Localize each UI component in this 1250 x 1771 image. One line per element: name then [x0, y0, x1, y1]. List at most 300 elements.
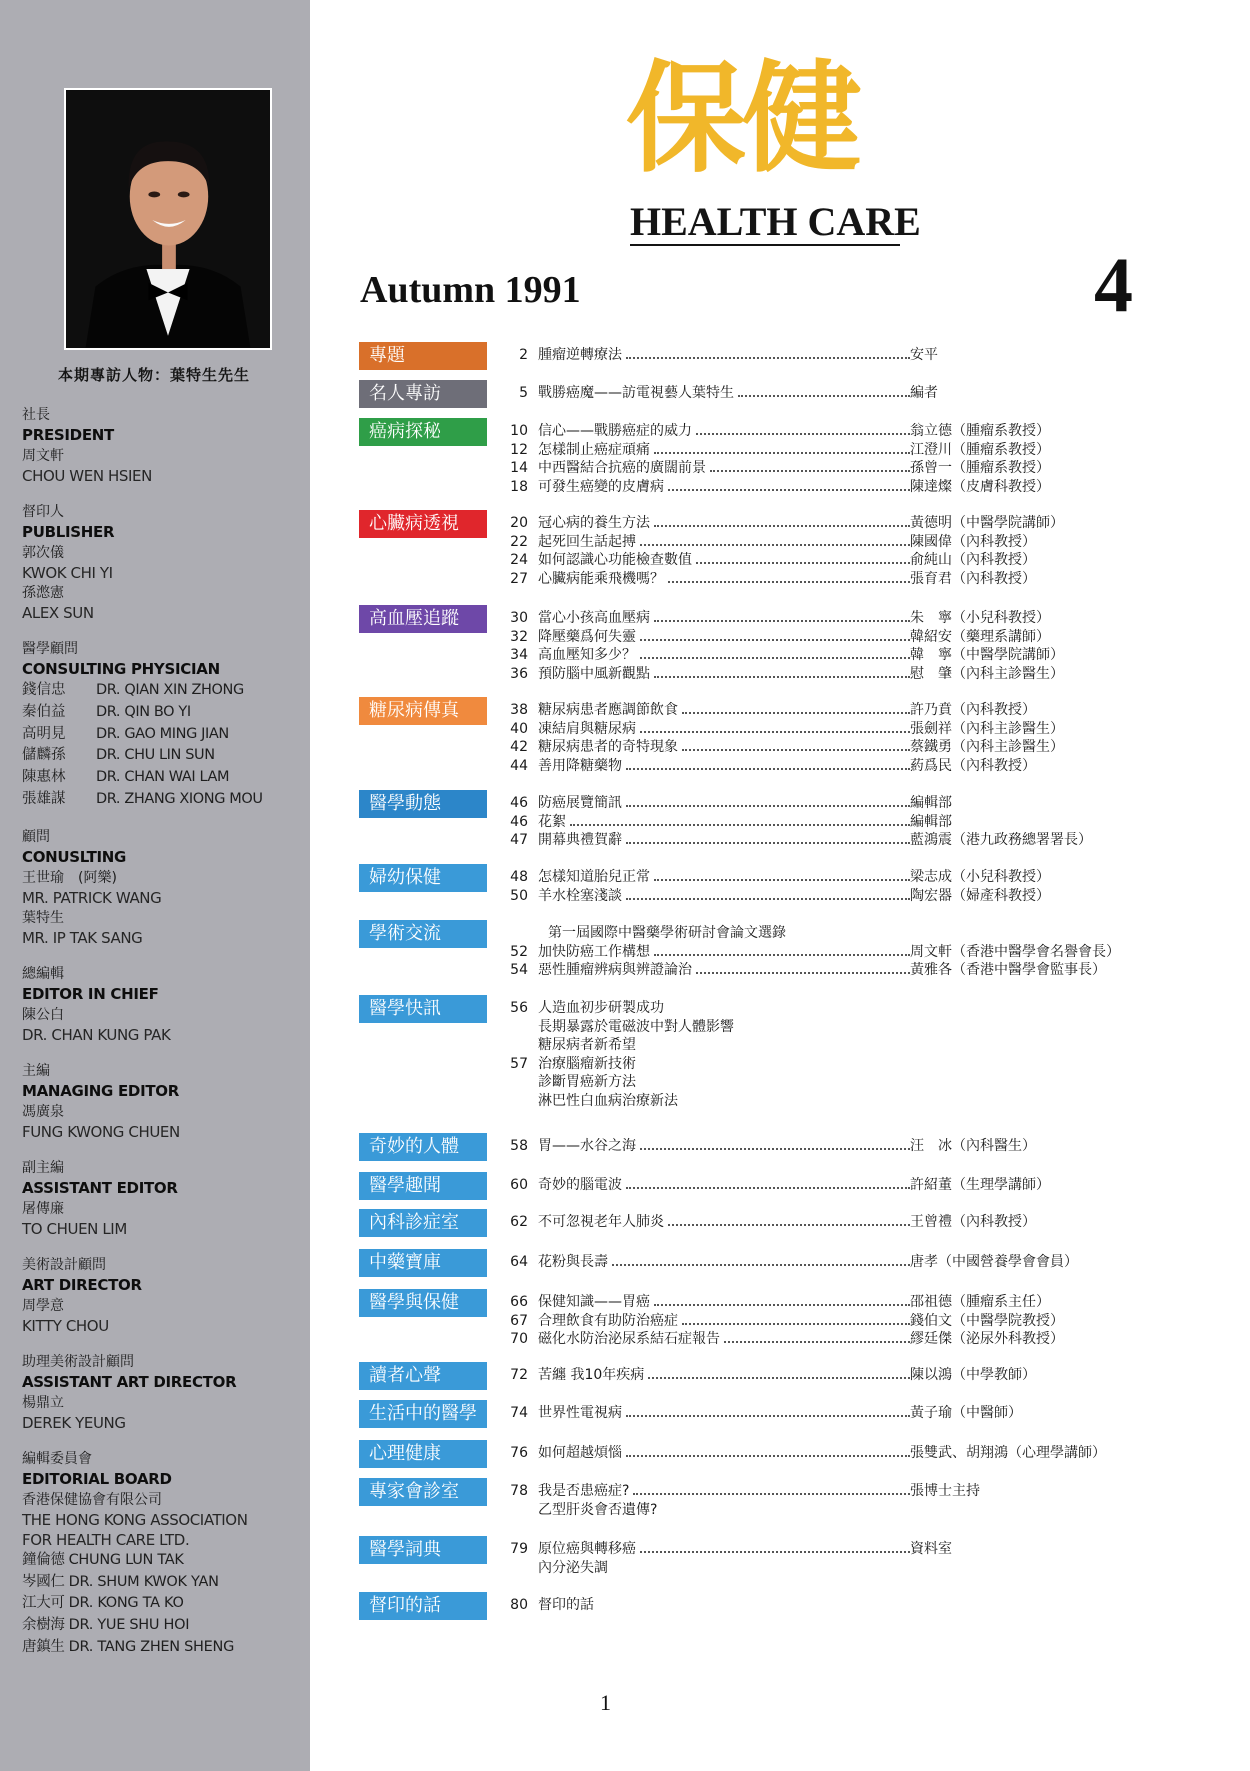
role-assistant-editor	[22, 1158, 304, 1239]
entry-author: 陶宏器（婦產科教授）	[910, 887, 1050, 904]
person-name-zh: 岑國仁	[22, 1573, 65, 1590]
person-name-en: TO CHUEN LIM	[22, 1219, 127, 1238]
toc-entry	[500, 794, 952, 813]
person-name-zh: 余樹海	[22, 1617, 65, 1634]
section-entries	[500, 794, 1180, 850]
toc-entry	[500, 1501, 1180, 1520]
dot-leader	[626, 1415, 910, 1417]
entry-title: 內分泌失調	[538, 1559, 608, 1576]
person-name-zh: 江大可	[22, 1595, 65, 1612]
entry-page-number: 56	[510, 1000, 528, 1016]
entry-author: 許紹董（生理學講師）	[910, 1177, 1050, 1193]
dot-leader	[626, 842, 910, 844]
role-title-zh: 社長	[22, 407, 50, 423]
entry-title: 不可忽視老年人肺炎	[538, 1214, 664, 1230]
entry-title: 淋巴性白血病治療新法	[538, 1092, 678, 1109]
entry-page-number: 36	[510, 665, 528, 682]
entry-page-number: 5	[519, 385, 528, 401]
entry-title: 糖尿病者新希望	[538, 1037, 636, 1053]
toc-entry	[500, 1213, 1036, 1232]
dot-leader	[682, 1323, 910, 1325]
role-title-en: PRESIDENT	[22, 426, 114, 444]
physician-entry	[22, 702, 304, 724]
toc-entry	[500, 738, 1064, 757]
role-managing-editor	[22, 1061, 304, 1142]
entry-title: 預防腦中風新觀點	[538, 665, 650, 682]
entry-page-number: 79	[510, 1541, 528, 1557]
toc-entry	[500, 478, 1050, 497]
entry-page-number: 30	[510, 610, 528, 626]
toc-entry	[500, 1596, 1180, 1615]
dot-leader	[654, 676, 910, 678]
dot-leader	[633, 1493, 910, 1495]
entry-page-number: 48	[510, 869, 528, 885]
entry-page-number: 80	[510, 1597, 528, 1613]
role-title-zh: 醫學顧問	[22, 641, 78, 657]
dot-leader	[682, 749, 910, 751]
entry-author: 蔡鐵勇（內科主診醫生）	[910, 739, 1064, 755]
entry-page-number: 60	[510, 1177, 528, 1193]
dot-leader	[654, 1304, 910, 1306]
dot-leader	[738, 395, 910, 397]
entry-page-number: 24	[510, 552, 528, 568]
entry-author: 張雙武、胡翔鴻（心理學講師）	[910, 1445, 1106, 1461]
person-name-en: DR. QIN BO YI	[96, 703, 191, 720]
toc-entry	[500, 813, 952, 832]
section-label: 專題	[359, 342, 487, 370]
entry-author: 編輯部	[910, 795, 952, 811]
toc-entry	[500, 831, 1092, 850]
entry-author: 編輯部	[910, 813, 952, 830]
entry-page-number: 2	[519, 347, 528, 363]
role-title-zh: 顧問	[22, 828, 50, 845]
section-label: 學術交流	[359, 920, 487, 948]
toc-entry	[500, 551, 1036, 570]
toc-entry	[500, 570, 1036, 589]
entry-title: 糖尿病患者應調節飲食	[538, 702, 678, 718]
role-title-en: ASSISTANT ART DIRECTOR	[22, 1372, 237, 1391]
dot-leader	[612, 1264, 910, 1266]
entry-author: 韓 寧（中醫學院講師）	[910, 647, 1064, 663]
role-title-en: ART DIRECTOR	[22, 1275, 142, 1294]
section-entries	[500, 384, 1180, 403]
role-title-en: PUBLISHER	[22, 523, 115, 541]
role-title-zh: 總編輯	[22, 965, 64, 982]
section-entries	[500, 1540, 1180, 1577]
person-name-en: DEREK YEUNG	[22, 1413, 126, 1432]
dot-leader	[626, 805, 910, 807]
section-entries	[500, 1176, 1180, 1195]
dot-leader	[626, 1187, 910, 1189]
section-label: 中藥寶庫	[359, 1249, 487, 1277]
role-title-en: CONSULTING PHYSICIAN	[22, 660, 220, 678]
entry-author: 葯爲民（內科教授）	[910, 757, 1036, 774]
person-name-zh: 孫滺憲	[22, 585, 64, 601]
toc-entry	[500, 868, 1050, 887]
section-label: 名人專訪	[359, 380, 487, 408]
toc-entry	[500, 1137, 1036, 1156]
entry-title: 合理飲食有助防治癌症	[538, 1312, 678, 1329]
toc-entry	[500, 887, 1050, 906]
board-member	[22, 1637, 304, 1659]
section-entries	[500, 1366, 1180, 1385]
section-label: 醫學趣聞	[359, 1172, 487, 1200]
entry-author: 陳以鴻（中學教師）	[910, 1367, 1036, 1383]
person-name-zh: 王世瑜 (阿樂)	[22, 869, 117, 886]
entry-author: 藍鴻震（港九政務總署署長）	[910, 832, 1092, 848]
magazine-logo-english: HEALTH CARE	[630, 199, 921, 244]
person-name-en: ALEX SUN	[22, 604, 94, 622]
toc-entry	[500, 665, 1064, 684]
toc-entry	[500, 609, 1050, 628]
entry-author: 許乃賁（內科教授）	[910, 702, 1036, 718]
entry-title: 督印的話	[538, 1597, 594, 1613]
organization-name-en: THE HONG KONG ASSOCIATION	[22, 1510, 248, 1529]
entry-page-number: 70	[510, 1331, 528, 1347]
person-name-en: DR. KONG TA KO	[68, 1595, 184, 1612]
section-entries	[500, 1404, 1180, 1423]
role-title-zh: 助理美術設計顧問	[22, 1353, 134, 1370]
section-entries	[500, 868, 1180, 905]
board-member	[22, 1615, 304, 1637]
role-title-zh: 編輯委員會	[22, 1450, 92, 1467]
toc-entry	[500, 961, 1106, 980]
board-member	[22, 1593, 304, 1615]
dot-leader	[696, 972, 910, 974]
person-name-zh: 屠傳廉	[22, 1200, 64, 1217]
role-title-zh: 主編	[22, 1062, 50, 1079]
entry-title: 加快防癌工作構想	[538, 943, 650, 960]
entry-title: 中西醫結合抗癌的廣闊前景	[538, 460, 706, 476]
person-name-en: DR. YUE SHU HOI	[68, 1617, 190, 1634]
dot-leader	[640, 639, 910, 641]
toc-entry	[500, 646, 1064, 665]
entry-author: 俞純山（內科教授）	[910, 552, 1036, 568]
person-name-en: FUNG KWONG CHUEN	[22, 1122, 180, 1141]
organization-name-zh: 香港保健協會有限公司	[22, 1491, 162, 1508]
physician-entry	[22, 724, 304, 746]
entry-page-number: 66	[510, 1294, 528, 1310]
role-title-en: ASSISTANT EDITOR	[22, 1178, 178, 1197]
entry-page-number: 27	[510, 570, 528, 587]
entry-page-number: 58	[510, 1138, 528, 1154]
toc-entry	[500, 1253, 1078, 1272]
person-name-en: KITTY CHOU	[22, 1316, 109, 1335]
entry-title: 世界性電視病	[538, 1405, 622, 1421]
section-label: 心理健康	[359, 1440, 487, 1468]
entry-author: 張博士主持	[910, 1483, 980, 1499]
dot-leader	[710, 470, 910, 472]
dot-leader	[682, 712, 910, 714]
entry-author: 陳達燦（皮膚科教授）	[910, 478, 1050, 495]
physician-entry	[22, 745, 304, 767]
dot-leader	[668, 1224, 910, 1226]
role-title-zh: 美術設計顧問	[22, 1256, 106, 1273]
entry-author: 翁立德（腫瘤系教授）	[910, 423, 1050, 439]
entry-page-number: 20	[510, 515, 528, 531]
role-title-en: EDITORIAL BOARD	[22, 1469, 172, 1488]
section-label: 高血壓追蹤	[359, 605, 487, 633]
person-name-zh: 陳惠林	[22, 769, 66, 786]
issue-date: Autumn 1991	[360, 269, 581, 311]
entry-title: 我是否患癌症?	[538, 1483, 630, 1499]
toc-entry	[500, 1404, 1022, 1423]
dot-leader	[648, 1377, 910, 1379]
person-name-zh: 鐘倫德	[22, 1551, 65, 1568]
entry-title: 冠心病的養生方法	[538, 515, 650, 531]
toc-entry	[500, 1055, 1180, 1074]
role-president	[22, 405, 304, 486]
dot-leader	[668, 581, 910, 583]
entry-title: 長期暴露於電磁波中對人體影響	[538, 1018, 734, 1035]
entry-page-number: 74	[510, 1405, 528, 1421]
entry-title: 治療腦瘤新技術	[538, 1055, 636, 1072]
entry-page-number: 50	[510, 887, 528, 904]
toc-entry	[500, 1293, 1050, 1312]
entry-title: 乙型肝炎會否遺傳?	[538, 1501, 658, 1518]
dot-leader	[696, 433, 910, 435]
toc-entry	[500, 943, 1120, 962]
entry-page-number: 46	[510, 795, 528, 811]
cover-person-photo	[64, 88, 272, 350]
entry-author: 安平	[910, 347, 938, 363]
entry-page-number: 57	[510, 1055, 528, 1072]
entry-title: 開幕典禮賀辭	[538, 832, 622, 848]
section-entries	[500, 346, 1180, 365]
entry-page-number: 64	[510, 1254, 528, 1270]
entry-title: 奇妙的腦電波	[538, 1177, 622, 1193]
person-name-en: DR. SHUM KWOK YAN	[68, 1573, 219, 1590]
toc-entry	[500, 441, 1050, 460]
section-label: 糖尿病傳真	[359, 697, 487, 725]
section-label: 專家會診室	[359, 1478, 487, 1506]
dot-leader	[626, 768, 910, 770]
dot-leader	[654, 954, 910, 956]
section-label: 心臟病透視	[359, 510, 487, 538]
person-name-zh: 馮廣泉	[22, 1103, 64, 1120]
entry-author: 張育君（內科教授）	[910, 570, 1036, 587]
person-name-zh: 錢信忠	[22, 682, 66, 698]
entry-author: 黃德明（中醫學院講師）	[910, 515, 1064, 531]
role-publisher	[22, 502, 304, 623]
section-label: 醫學快訊	[359, 995, 487, 1023]
section-entries	[500, 1293, 1180, 1349]
entry-author: 資料室	[910, 1541, 952, 1557]
entry-page-number: 42	[510, 739, 528, 755]
entry-page-number: 54	[510, 962, 528, 978]
entry-author: 梁志成（小兒科教授）	[910, 869, 1050, 885]
dot-leader	[626, 898, 910, 900]
person-name-en: MR. IP TAK SANG	[22, 928, 143, 947]
toc-entry	[500, 1036, 1180, 1055]
toc-entry	[500, 1312, 1064, 1331]
role-title-zh: 督印人	[22, 504, 64, 520]
person-name-en: DR. QIAN XIN ZHONG	[96, 682, 244, 698]
section-entries	[500, 422, 1180, 496]
board-member	[22, 1572, 304, 1594]
toc-entry	[500, 757, 1036, 776]
entry-title: 苦纏 我10年疾病	[538, 1367, 645, 1383]
section-subheading: 第一屆國際中醫藥學術研討會論文選錄	[548, 925, 786, 941]
role-title-en: MANAGING EDITOR	[22, 1081, 179, 1100]
role-editorial-board	[22, 1449, 304, 1659]
entry-title: 善用降糖藥物	[538, 757, 622, 774]
entry-author: 朱 寧（小兒科教授）	[910, 610, 1050, 626]
entry-page-number: 67	[510, 1312, 528, 1329]
toc-entry	[500, 422, 1050, 441]
portrait-illustration	[66, 90, 270, 348]
masthead-sidebar	[0, 0, 310, 1771]
entry-title: 診斷胃癌新方法	[538, 1074, 636, 1090]
person-name-en: DR. GAO MING JIAN	[96, 725, 229, 742]
dot-leader	[640, 1551, 910, 1553]
entry-page-number: 22	[510, 533, 528, 550]
entry-title: 如何超越煩惱	[538, 1445, 622, 1461]
person-name-zh: 儲麟孫	[22, 747, 66, 764]
person-name-en: CHUNG LUN TAK	[68, 1551, 184, 1568]
section-label: 內科診症室	[359, 1209, 487, 1237]
section-entries	[500, 999, 1180, 1110]
toc-entry	[500, 1444, 1106, 1463]
toc-entry	[500, 514, 1064, 533]
entry-title: 戰勝癌魔——訪電視藝人葉特生	[538, 385, 734, 401]
toc-entry	[500, 459, 1050, 478]
entry-page-number: 47	[510, 832, 528, 848]
entry-page-number: 38	[510, 702, 528, 718]
entry-title: 人造血初步研製成功	[538, 1000, 664, 1016]
physician-entry	[22, 789, 304, 811]
entry-title: 信心——戰勝癌症的威力	[538, 423, 692, 439]
entry-title: 可發生癌變的皮膚病	[538, 478, 664, 495]
toc-entry	[500, 1366, 1036, 1385]
logo-underline	[630, 244, 900, 246]
role-consulting	[22, 827, 304, 948]
section-label: 督印的話	[359, 1592, 487, 1620]
dot-leader	[724, 1341, 910, 1343]
issue-number: 4	[1094, 241, 1133, 328]
section-label: 癌病探秘	[359, 418, 487, 446]
section-entries	[500, 1137, 1180, 1156]
physician-entry	[22, 680, 304, 702]
entry-title: 腫瘤逆轉療法	[538, 347, 622, 363]
entry-title: 惡性腫瘤辨病與辨證論治	[538, 962, 692, 978]
section-label: 醫學動態	[359, 790, 487, 818]
entry-page-number: 62	[510, 1214, 528, 1230]
person-name-zh: 郭次儀	[22, 545, 64, 561]
toc-entry	[500, 533, 1036, 552]
dot-leader	[626, 357, 910, 359]
person-name-en: MR. PATRICK WANG	[22, 888, 162, 907]
section-entries	[500, 1444, 1180, 1463]
entry-title: 怎樣知道胎兒正常	[538, 869, 650, 885]
role-title-en: CONUSLTING	[22, 847, 127, 866]
entry-page-number: 44	[510, 757, 528, 774]
dot-leader	[696, 562, 910, 564]
person-name-zh: 高明見	[22, 725, 66, 742]
person-name-zh: 張雄謀	[22, 790, 66, 807]
person-name-zh: 陳公白	[22, 1006, 64, 1023]
section-label: 醫學詞典	[359, 1536, 487, 1564]
person-name-zh: 秦伯益	[22, 703, 66, 720]
section-label: 讀者心聲	[359, 1362, 487, 1390]
dot-leader	[640, 544, 910, 546]
dot-leader	[640, 731, 910, 733]
staff-list	[22, 405, 304, 1675]
dot-leader	[640, 657, 910, 659]
person-name-en: DR. ZHANG XIONG MOU	[96, 790, 263, 807]
section-entries	[500, 514, 1180, 588]
dot-leader	[654, 525, 910, 527]
entry-page-number: 18	[510, 478, 528, 495]
entry-title: 羊水栓塞淺談	[538, 887, 622, 904]
entry-page-number: 78	[510, 1483, 528, 1499]
section-entries	[500, 1482, 1180, 1519]
entry-author: 江澄川（腫瘤系教授）	[910, 441, 1050, 458]
entry-page-number: 14	[510, 460, 528, 476]
role-editor-in-chief	[22, 964, 304, 1045]
entry-author: 錢伯文（中醫學院教授）	[910, 1312, 1064, 1329]
person-name-en: DR. CHU LIN SUN	[96, 747, 215, 764]
organization-name-en: FOR HEALTH CARE LTD.	[22, 1530, 190, 1549]
toc-entry	[500, 1330, 1064, 1349]
entry-page-number: 46	[510, 813, 528, 830]
entry-author: 黃子瑜（中醫師）	[910, 1405, 1022, 1421]
toc-entry	[500, 346, 938, 365]
section-label: 醫學與保健	[359, 1289, 487, 1317]
person-name-en: DR. TANG ZHEN SHENG	[68, 1638, 234, 1655]
toc-entry	[500, 1482, 980, 1501]
entry-author: 慰 肇（內科主診醫生）	[910, 665, 1064, 682]
person-name-zh: 唐鎮生	[22, 1638, 65, 1655]
section-entries	[500, 609, 1180, 683]
section-label: 婦幼保健	[359, 864, 487, 892]
toc-entry	[500, 1092, 1180, 1111]
entry-author: 汪 冰（內科醫生）	[910, 1138, 1036, 1154]
entry-author: 唐孝（中國營養學會會員）	[910, 1254, 1078, 1270]
entry-title: 磁化水防治泌尿系結石症報告	[538, 1331, 720, 1347]
toc-entry	[500, 999, 1180, 1018]
entry-title: 起死回生話起搏	[538, 533, 636, 550]
dot-leader	[640, 1148, 910, 1150]
dot-leader	[626, 1455, 910, 1457]
toc-entry	[500, 384, 938, 403]
entry-page-number: 12	[510, 441, 528, 458]
cover-person-caption: 本期專訪人物：葉特生先生	[58, 366, 251, 384]
toc-entry	[500, 1540, 952, 1559]
entry-author: 陳國偉（內科教授）	[910, 533, 1036, 550]
entry-page-number: 32	[510, 628, 528, 645]
entry-title: 怎樣制止癌症頑痛	[538, 441, 650, 458]
entry-title: 當心小孩高血壓病	[538, 610, 650, 626]
page-number: 1	[600, 1690, 611, 1715]
entry-author: 黃雅各（香港中醫學會監事長）	[910, 962, 1106, 978]
board-member	[22, 1550, 304, 1572]
entry-page-number: 52	[510, 943, 528, 960]
toc-entry	[500, 701, 1036, 720]
entry-author: 張劍祥（內科主診醫生）	[910, 720, 1064, 737]
entry-title: 心臟病能乘飛機嗎？	[538, 570, 664, 587]
dot-leader	[570, 824, 910, 826]
person-name-en: CHOU WEN HSIEN	[22, 467, 152, 485]
section-label: 生活中的醫學	[359, 1400, 487, 1428]
person-name-zh: 楊鼎立	[22, 1394, 64, 1411]
role-art-director	[22, 1255, 304, 1336]
entry-author: 邵祖德（腫瘤系主任）	[910, 1294, 1050, 1310]
person-name-en: KWOK CHI YI	[22, 564, 113, 582]
entry-author: 繆廷傑（泌尿外科教授）	[910, 1331, 1064, 1347]
section-entries	[500, 924, 1180, 980]
role-title-zh: 副主編	[22, 1159, 64, 1176]
